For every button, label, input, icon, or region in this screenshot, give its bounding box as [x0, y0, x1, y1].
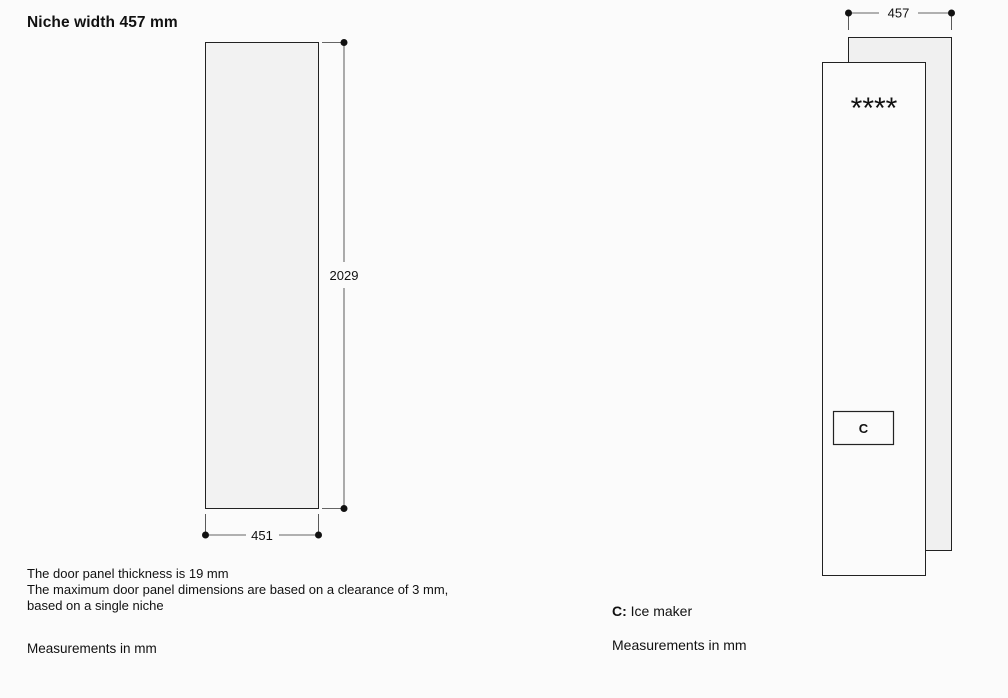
note-line-2: The maximum door panel dimensions are based on a clearance of 3 mm,: [27, 582, 449, 597]
legend-key: C:: [612, 603, 627, 619]
note-line-3: based on a single niche: [27, 598, 164, 613]
legend-text: Ice maker: [630, 603, 693, 619]
measurements-note-right: Measurements in mm: [612, 637, 747, 653]
legend: [612, 603, 692, 619]
note-line-1: The door panel thickness is 19 mm: [27, 566, 229, 581]
ice-maker-label: C: [858, 421, 869, 436]
width-label-left: 451: [251, 528, 273, 543]
energy-stars: ****: [850, 92, 898, 125]
door-panel: [206, 43, 319, 509]
height-label: 2029: [329, 268, 359, 283]
height-dimension: [322, 39, 358, 512]
measurements-note-left: Measurements in mm: [27, 641, 157, 656]
width-dimension-right: [845, 6, 955, 31]
page-title: Niche width 457 mm: [27, 14, 178, 31]
width-dimension-left: [202, 514, 322, 543]
width-label-right: 457: [887, 5, 910, 21]
door-panel-notes: [27, 566, 448, 614]
appliance-front-panel: [823, 63, 926, 576]
